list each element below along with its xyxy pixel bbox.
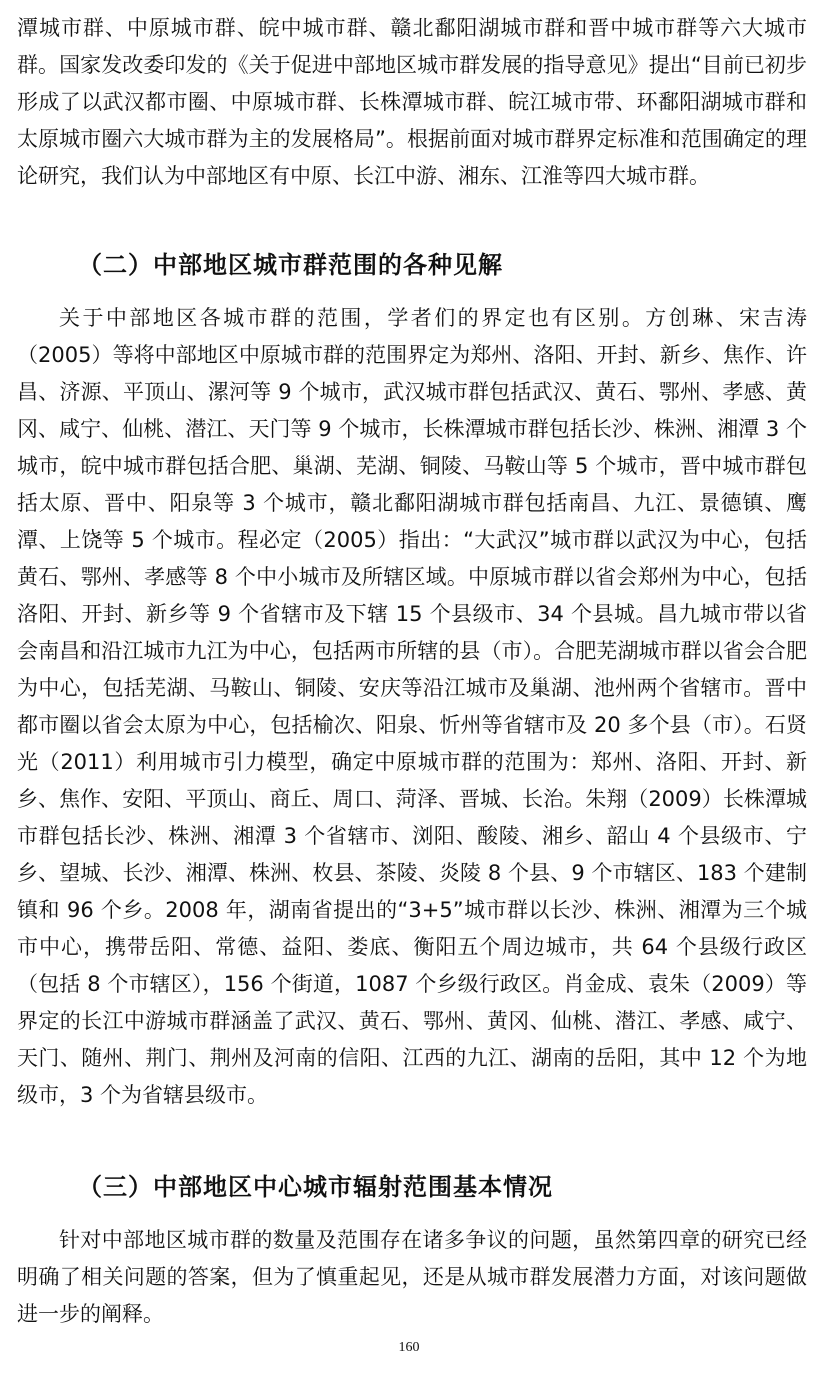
- section-heading-2: （二）中部地区城市群范围的各种见解: [78, 251, 503, 279]
- page-number: 160: [398, 1340, 420, 1355]
- paragraph-section-3: 针对中部地区城市群的数量及范围存在诸多争议的问题，虽然第四章的研究已经明确了相关问题的答案，但为了慎重起见，还是从城市群发展潜力方面，对该问题做进一步的阐释。: [17, 1228, 807, 1326]
- paragraph-intro: 潭城市群、中原城市群、皖中城市群、赣北鄱阳湖城市群和晋中城市群等六大城市群。国家发改委印发的《关于促进中部地区城市群发展的指导意见》提出“目前已初步形成了以武汉都市圈、中原城市群、长株潭城市群、皖江城市带、环鄱阳湖城市群和太原城市圈六大城市群为主的发展格局”。根据前面对城市群界定标准和范围确定的理论研究，我们认为中部地区有中原、长江中游、湘东、江淮等四大城市群。: [17, 16, 807, 188]
- paragraph-section-2: 关于中部地区各城市群的范围，学者们的界定也有区别。方创琳、宋吉涛（2005）等将中部地区中原城市群的范围界定为郑州、洛阳、开封、新乡、焦作、许昌、济源、平顶山、漯河等 9 个城市，武汉城市群包括武汉、黄石、鄂州、孝感、黄冈、咸宁、仙桃、潜江、天门等 9 个城市，长株潭城市群包括长沙、株洲、湘潭 3 个城市，皖中城市群包括合肥、巢湖、芜湖、铜陵、马鞍山等 5 个城市，晋中城市群包括太原、晋中、阳泉等 3 个城市，赣北鄱阳湖城市群包括南昌、九江、景德镇、鹰潭、上饶等 5 个城市。程必定（2005）指出：“大武汉”城市群以武汉为中心，包括黄石、鄂州、孝感等 8 个中小城市及所辖区域。中原城市群以省会郑州为中心，包括洛阳、开封、新乡等 9 个省辖市及下辖 15 个县级市、34 个县城。昌九城市带以省会南昌和沿江城市九江为中心，包括两市所辖的县（市）。合肥芜湖城市群以省会合肥为中心，包括芜湖、马鞍山、铜陵、安庆等沿江城市及巢湖、池州两个省辖市。晋中都市圈以省会太原为中心，包括榆次、阳泉、忻州等省辖市及 20 多个县（市）。石贤光（2011）利用城市引力模型，确定中原城市群的范围为：郑州、洛阳、开封、新乡、焦作、安阳、平顶山、商丘、周口、菏泽、晋城、长治。朱翔（2009）长株潭城市群包括长沙、株洲、湘潭 3 个省辖市、浏阳、酸陵、湘乡、韶山 4 个县级市、宁乡、望城、长沙、湘潭、株洲、枚县、茶陵、炎陵 8 个县、9 个市辖区、183 个建制镇和 96 个乡。2008 年，湖南省提出的“3+5”城市群以长沙、株洲、湘潭为三个城市中心，携带岳阳、常德、益阳、娄底、衡阳五个周边城市，共 64 个县级行政区（包括 8 个市辖区），156 个街道，1087 个乡级行政区。肖金成、袁朱（2009）等界定的长江中游城市群涵盖了武汉、黄石、鄂州、黄冈、仙桃、潜江、孝感、咸宁、天门、随州、荆门、荆州及河南的信阳、江西的九江、湖南的岳阳，其中 12 个为地级市，3 个为省辖县级市。: [17, 306, 807, 1107]
- section-heading-3: （三）中部地区中心城市辐射范围基本情况: [78, 1173, 553, 1201]
